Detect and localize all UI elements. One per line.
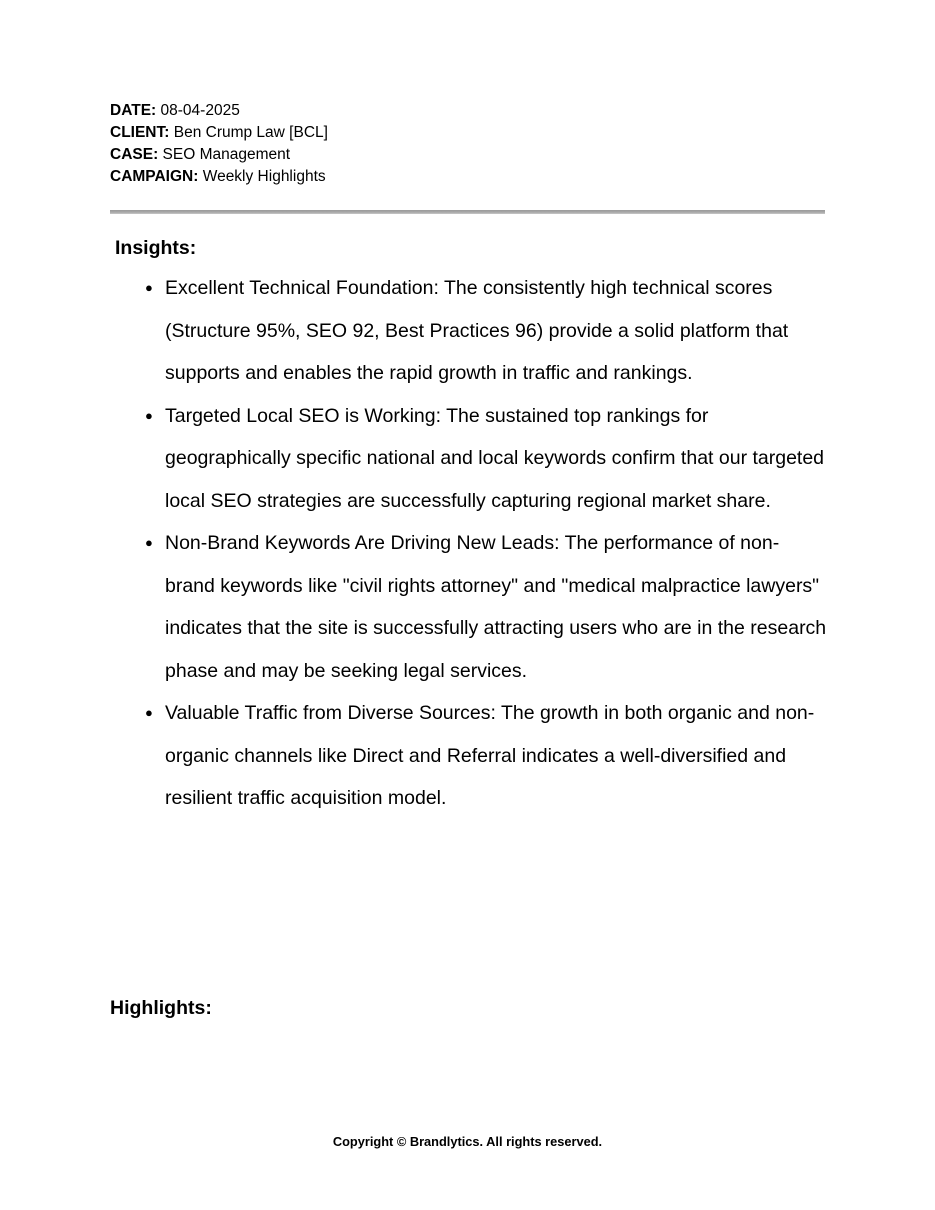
meta-value-client: Ben Crump Law [BCL] — [173, 124, 328, 141]
bullet-icon: ● — [145, 535, 153, 550]
meta-label-campaign: CAMPAIGN: — [110, 168, 199, 185]
footer-copyright: Copyright © Brandlytics. All rights reserved. — [332, 1134, 603, 1149]
meta-value-campaign: Weekly Highlights — [202, 168, 326, 185]
list-item — [145, 267, 828, 395]
insights-list — [145, 267, 828, 820]
meta-value-case: SEO Management — [162, 146, 291, 163]
insights-heading: Insights: — [115, 237, 197, 259]
meta-label-client: CLIENT: — [110, 124, 170, 141]
report-meta-block — [110, 100, 328, 188]
meta-row-campaign — [110, 166, 328, 188]
list-item — [145, 692, 828, 820]
list-item-text: Non-Brand Keywords Are Driving New Leads: The performance of non-brand keywords like "civil rights attorney" and "medical malpractice lawyers" indicates that the site is successfully attracting users who are in the research phase and may be seeking legal services. — [165, 532, 827, 682]
list-item-text: Valuable Traffic from Diverse Sources: The growth in both organic and non-organic channels like Direct and Referral indicates a well-diversified and resilient traffic acquisition model. — [165, 702, 815, 809]
list-item-text: Targeted Local SEO is Working: The sustained top rankings for geographically specific national and local keywords confirm that our targeted local SEO strategies are successfully capturing regional market share. — [165, 404, 825, 512]
meta-row-date — [110, 100, 328, 122]
meta-row-client — [110, 122, 328, 144]
highlights-heading: Highlights: — [110, 997, 212, 1019]
meta-label-date: DATE: — [110, 102, 157, 119]
bullet-icon: ● — [145, 280, 153, 295]
list-item — [145, 522, 828, 692]
meta-row-case — [110, 144, 328, 166]
bullet-icon: ● — [145, 705, 153, 720]
list-item — [145, 395, 828, 523]
horizontal-divider — [110, 210, 825, 214]
meta-label-case: CASE: — [110, 146, 159, 163]
meta-value-date: 08-04-2025 — [160, 102, 240, 119]
list-item-text: Excellent Technical Foundation: The consistently high technical scores (Structure 95%, SEO 92, Best Practices 96) provide a solid platform that supports and enables the rapid growth in traffic and rankings. — [165, 277, 789, 384]
bullet-icon: ● — [145, 407, 153, 423]
